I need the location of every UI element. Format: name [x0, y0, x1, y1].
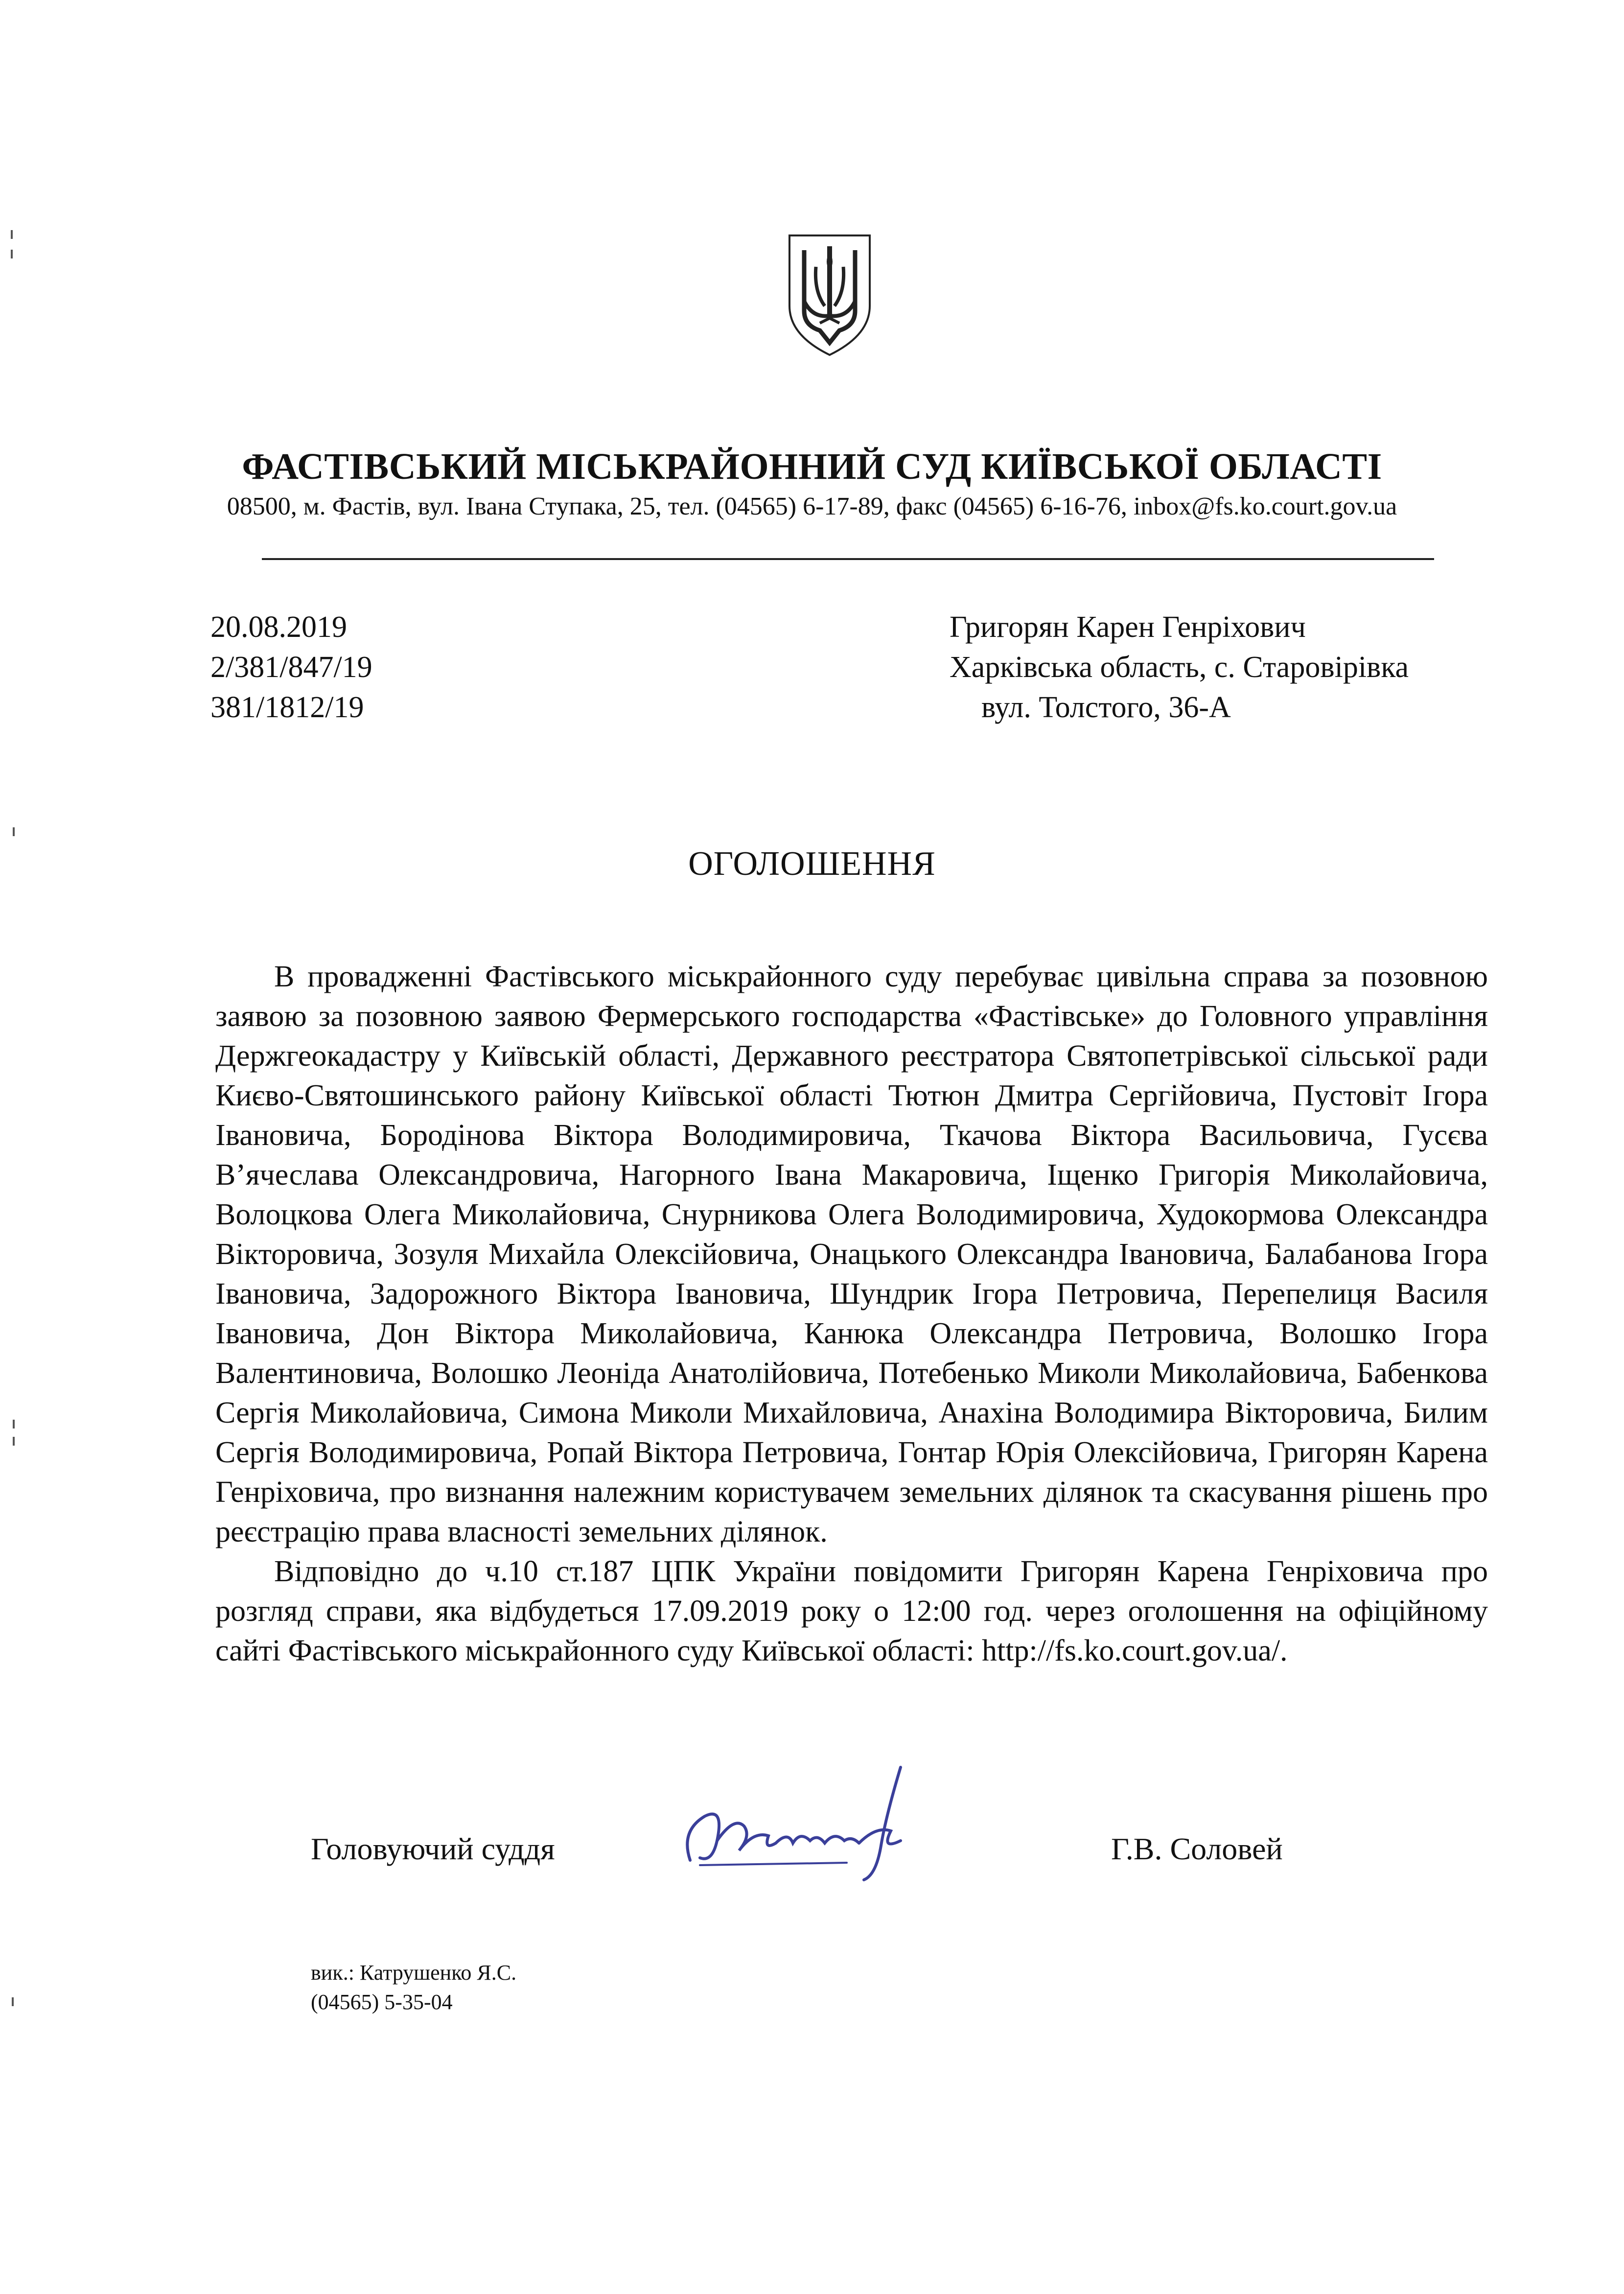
case-number: 2/381/847/19	[210, 651, 372, 684]
proceeding-number: 381/1812/19	[210, 691, 364, 724]
signature-position-label: Головуючий суддя	[311, 1831, 555, 1866]
document-body	[215, 957, 1488, 1671]
document-meta	[210, 607, 372, 727]
court-address: 08500, м. Фастів, вул. Івана Ступака, 25, тел. (04565) 6-17-89, факс (04565) 6-16-76, inbox@fs.ko.court.gov.ua	[227, 492, 1397, 520]
coat-of-arms-icon	[786, 233, 874, 357]
scan-mark	[13, 827, 15, 836]
document-title: ОГОЛОШЕННЯ	[688, 845, 936, 883]
body-paragraph: В провадженні Фастівського міськрайонного суду перебуває цивільна справа за позовною заявою за позовною заявою Фермерського господарства «Фастівське» до Головного управління Держгеокадастру у Київській області, Державного реєстратора Святопетрівської сільської ради Києво-Святошинського району Київської області Тютюн Дмитра Сергійовича, Пустовіт Ігора Івановича, Бородінова Віктора Володимировича, Ткачова Віктора Васильовича, Гусєва В’ячеслава Олександровича, Нагорного Івана Макаровича, Іщенко Григорія Миколайовича, Волоцкова Олега Миколайовича, Снурникова Олега Володимировича, Худокормова Олександра Вікторовича, Зозуля Михайла Олексійовича, Онацького Олександра Івановича, Балабанова Ігора Івановича, Задорожного Віктора Івановича, Шундрик Ігора Петровича, Перепелиця Василя Івановича, Дон Віктора Миколайовича, Канюка Олександра Петровича, Волошко Ігора Валентиновича, Волошко Леоніда Анатолійовича, Потебенько Миколи Миколайовича, Бабенкова Сергія Миколайовича, Симона Миколи Михайловича, Анахіна Володимира Вікторовича, Билим Сергія Володимировича, Ропай Віктора Петровича, Гонтар Юрія Олексійовича, Григорян Карена Генріховича, про визнання належним користувачем земельних ділянок та скасування рішень про реєстрацію права власності земельних ділянок.	[215, 960, 1488, 1548]
recipient-name: Григорян Карен Генріхович	[950, 610, 1306, 644]
scan-mark	[12, 1997, 14, 2006]
scan-mark	[13, 1420, 15, 1428]
handwritten-signature	[671, 1757, 974, 1885]
executor-name: вик.: Катрушенко Я.С.	[311, 1961, 517, 1985]
body-paragraph: Відповідно до ч.10 ст.187 ЦПК України повідомити Григорян Карена Генріховича про розгляд справи, яка відбудеться 17.09.2019 року о 12:00 год. через оголошення на офіційному сайті Фастівського міськрайонного суду Київської області: http://fs.ko.court.gov.ua/.	[215, 1555, 1488, 1667]
recipient-block	[950, 607, 1409, 727]
scan-mark	[13, 1437, 15, 1446]
court-name: ФАСТІВСЬКИЙ МІСЬКРАЙОННИЙ СУД КИЇВСЬКОЇ ОБЛАСТІ	[242, 446, 1382, 487]
scan-mark	[11, 250, 13, 258]
executor-phone: (04565) 5-35-04	[311, 1990, 453, 2014]
recipient-street: вул. Толстого, 36-А	[981, 691, 1231, 724]
scan-mark	[11, 230, 13, 239]
executor-block	[311, 1958, 516, 2017]
document-date: 20.08.2019	[210, 610, 347, 644]
recipient-region: Харківська область, с. Старовірівка	[950, 651, 1409, 684]
signer-name: Г.В. Соловей	[1111, 1831, 1283, 1866]
header-divider	[262, 558, 1434, 560]
